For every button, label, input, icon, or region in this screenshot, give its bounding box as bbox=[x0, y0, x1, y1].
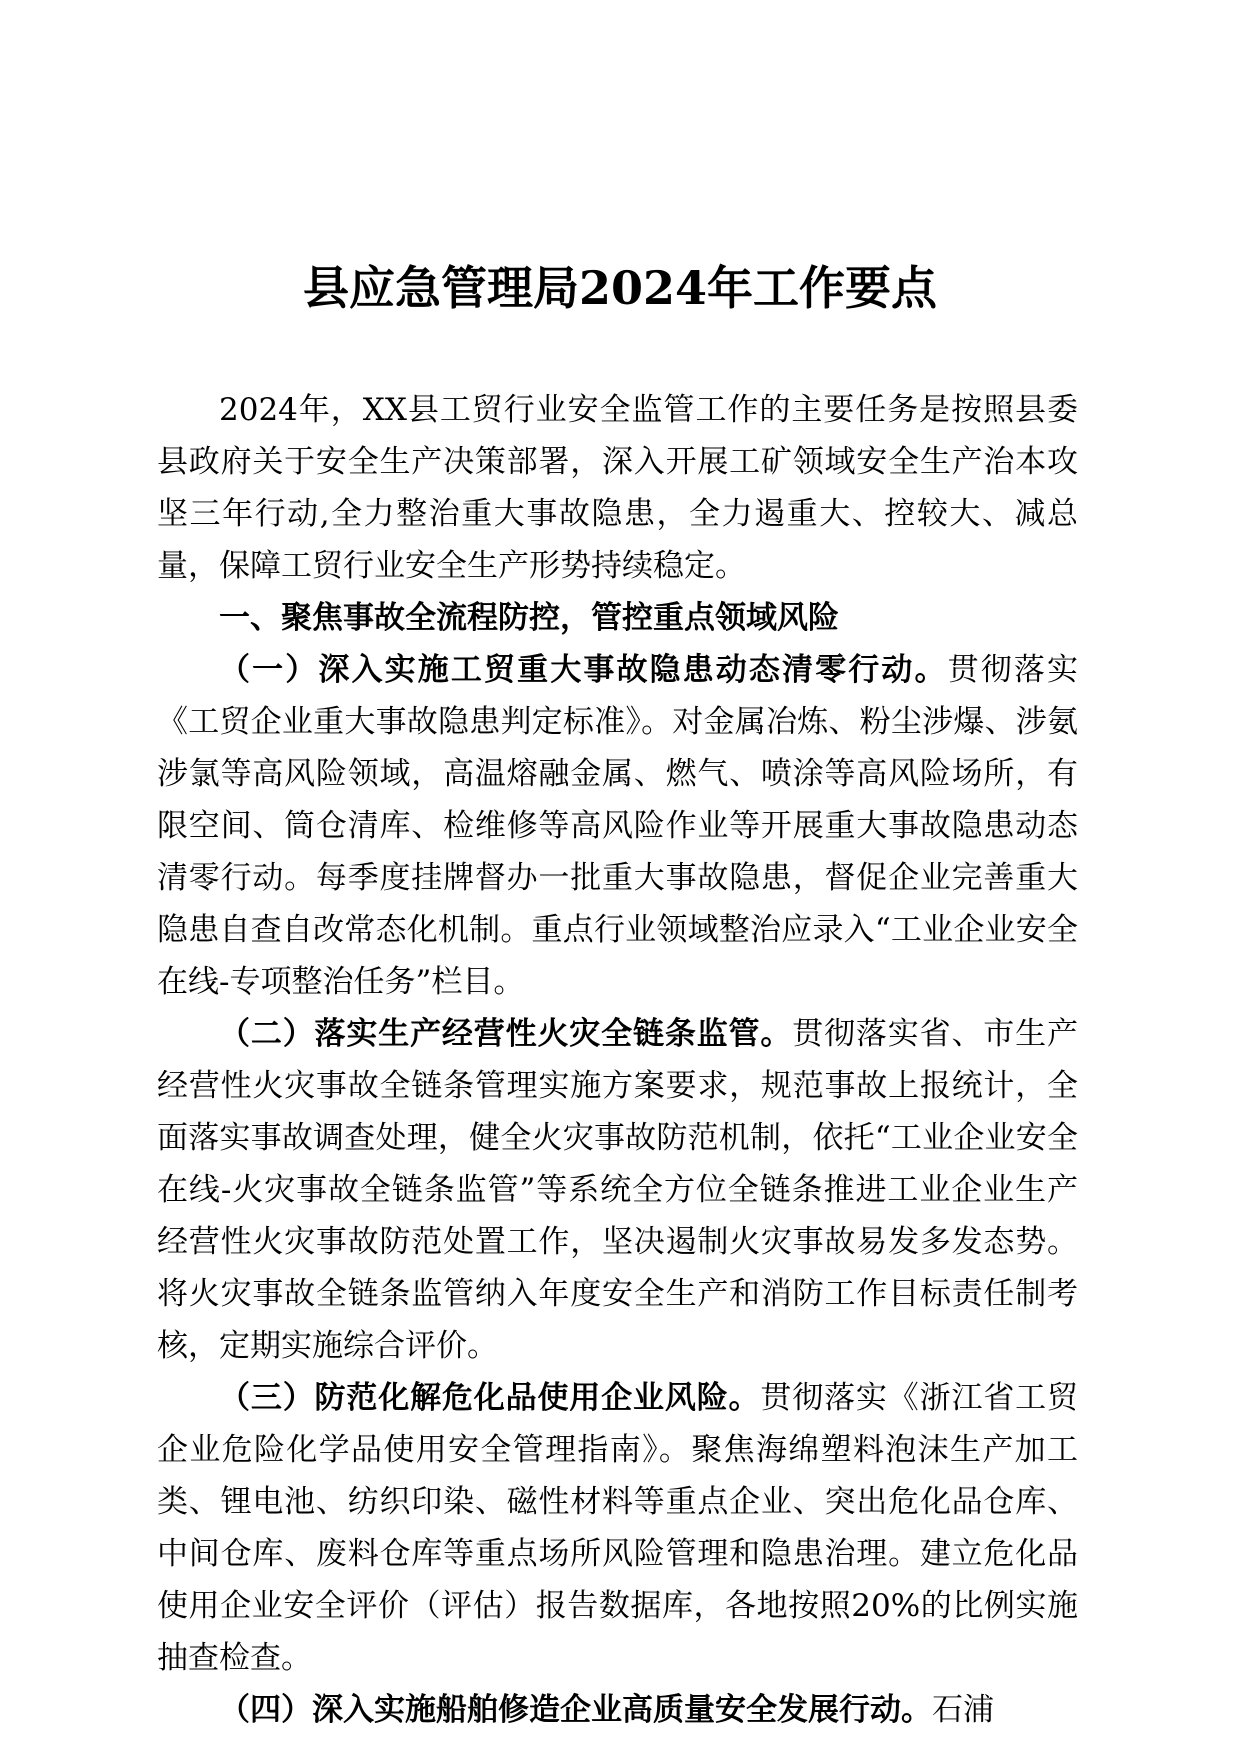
item-paragraph-2 bbox=[157, 1008, 1078, 1372]
item-text: 石浦 bbox=[932, 1692, 994, 1728]
item-text: 贯彻落实省、市生产经营性火灾事故全链条管理实施方案要求，规范事故上报统计，全面落实事故调查处理，健全火灾事故防范机制，依托“工业企业安全在线-火灾事故全链条监管”等系统全方位全链条推进工业企业生产经营性火灾事故防范处置工作，坚决遏制火灾事故易发多发态势。将火灾事故全链条监管纳入年度安全生产和消防工作目标责任制考核，定期实施综合评价。 bbox=[157, 1016, 1079, 1364]
document-title: 县应急管理局2024年工作要点 bbox=[302, 261, 938, 315]
item-lead: （四）深入实施船舶修造企业高质量安全发展行动。 bbox=[219, 1692, 932, 1728]
item-lead: （一）深入实施工贸重大事故隐患动态清零行动。 bbox=[219, 652, 948, 688]
document-body bbox=[157, 384, 1078, 1736]
item-paragraph-4 bbox=[157, 1684, 1078, 1736]
section-heading: 一、聚焦事故全流程防控，管控重点领域风险 bbox=[219, 600, 839, 636]
item-lead: （三）防范化解危化品使用企业风险。 bbox=[219, 1380, 761, 1416]
item-text: 贯彻落实《工贸企业重大事故隐患判定标准》。对金属冶炼、粉尘涉爆、涉氨涉氯等高风险领域，高温熔融金属、燃气、喷涂等高风险场所，有限空间、筒仓清库、检维修等高风险作业等开展重大事故隐患动态清零行动。每季度挂牌督办一批重大事故隐患，督促企业完善重大隐患自查自改常态化机制。重点行业领域整治应录入“工业企业安全在线-专项整治任务”栏目。 bbox=[157, 652, 1079, 1000]
item-lead: （二）落实生产经营性火灾全链条监管。 bbox=[219, 1016, 793, 1052]
intro-paragraph: 2024年，XX县工贸行业安全监管工作的主要任务是按照县委县政府关于安全生产决策部署，深入开展工矿领域安全生产治本攻坚三年行动,全力整治重大事故隐患，全力遏重大、控较大、减总量，保障工贸行业安全生产形势持续稳定。 bbox=[157, 392, 1078, 584]
item-paragraph-3 bbox=[157, 1372, 1078, 1684]
item-text: 贯彻落实《浙江省工贸企业危险化学品使用安全管理指南》。聚焦海绵塑料泡沫生产加工类、锂电池、纺织印染、磁性材料等重点企业、突出危化品仓库、中间仓库、废料仓库等重点场所风险管理和隐患治理。建立危化品使用企业安全评价（评估）报告数据库，各地按照20%的比例实施抽查检查。 bbox=[157, 1380, 1079, 1676]
item-paragraph-1 bbox=[157, 644, 1078, 1008]
